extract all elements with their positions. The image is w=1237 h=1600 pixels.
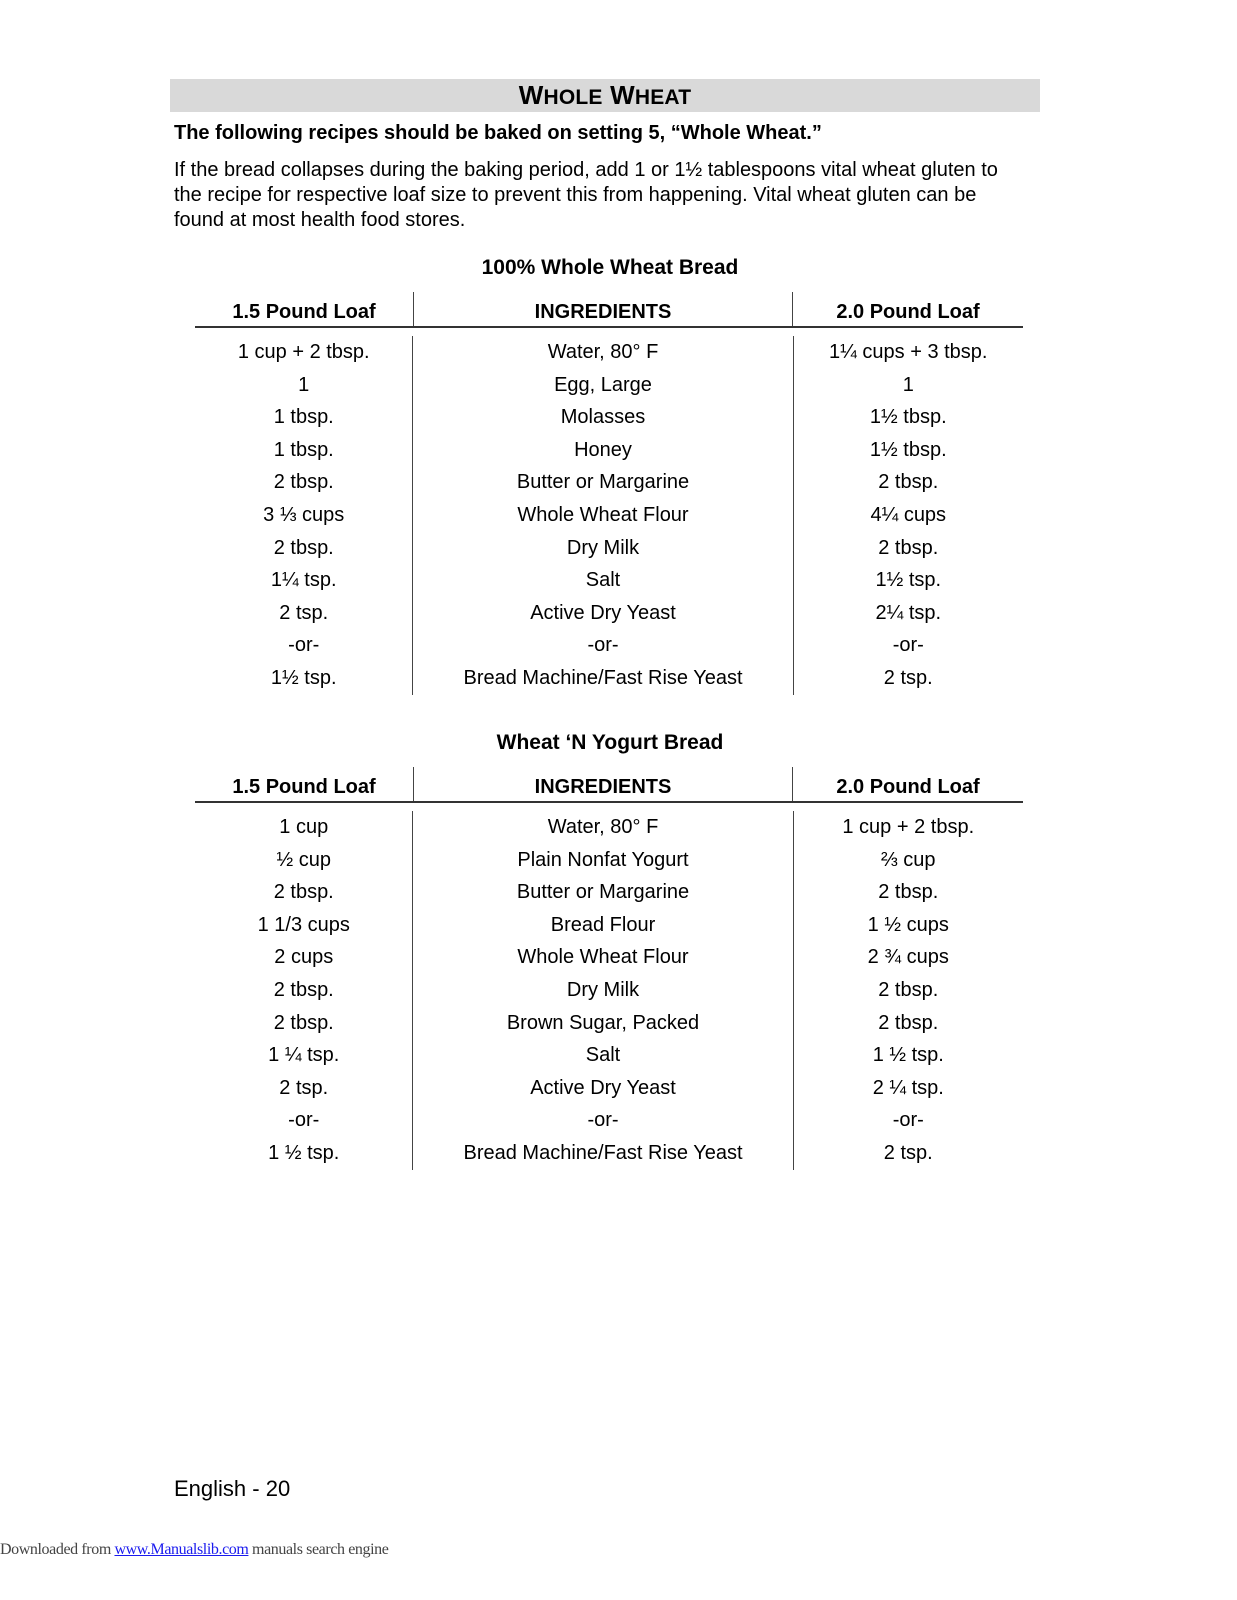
ingredient-name: Bread Machine/Fast Rise Yeast	[463, 1141, 743, 1164]
download-footer	[0, 1541, 388, 1559]
large-loaf-amount: -or-	[892, 1109, 924, 1132]
ingredient-name: Brown Sugar, Packed	[506, 1011, 700, 1034]
small-loaf-amount: 1 1/3 cups	[257, 913, 350, 936]
large-loaf-amount: 2 tbsp.	[878, 536, 939, 559]
ingredient-name: Honey	[574, 438, 632, 461]
small-loaf-amount: 1	[298, 373, 310, 396]
column-ingredients	[412, 336, 793, 695]
ingredient-name: Water, 80° F	[547, 816, 659, 838]
ingredient-name: -or-	[587, 1109, 619, 1132]
small-loaf-amount: -or-	[288, 634, 320, 657]
header-ingredients: INGREDIENTS	[413, 292, 793, 326]
small-loaf-amount: 2 tbsp.	[273, 978, 334, 1001]
ingredient-name: Active Dry Yeast	[530, 1076, 676, 1099]
recipe-table-wheat-yogurt	[195, 767, 1023, 1170]
column-large-loaf	[794, 336, 1023, 695]
small-loaf-amount: 1 cup + 2 tbsp.	[237, 341, 370, 363]
title-first-rest: HOLE	[543, 86, 603, 109]
large-loaf-amount: 1½ tbsp.	[869, 438, 947, 461]
ingredient-name: Salt	[585, 1044, 621, 1067]
ingredient-name: Whole Wheat Flour	[517, 946, 689, 969]
large-loaf-amount: 2 tbsp.	[878, 881, 939, 904]
column-large-loaf	[794, 811, 1023, 1170]
small-loaf-amount: 1¼ tsp.	[270, 569, 337, 592]
ingredient-name: Dry Milk	[566, 536, 640, 559]
ingredient-name: Molasses	[560, 406, 646, 429]
title-second-rest: HEAT	[634, 86, 692, 109]
setting-instruction: The following recipes should be baked on setting 5, “Whole Wheat.”	[174, 122, 822, 144]
large-loaf-amount: 1	[902, 373, 914, 396]
recipe-title-whole-wheat: 100% Whole Wheat Bread	[481, 256, 739, 279]
ingredient-name: Whole Wheat Flour	[517, 503, 689, 526]
ingredient-name: Dry Milk	[566, 978, 640, 1001]
ingredient-name: Butter or Margarine	[516, 881, 690, 904]
ingredient-name: Water, 80° F	[547, 341, 659, 363]
small-loaf-amount: 1½ tsp.	[270, 666, 337, 689]
small-loaf-amount: -or-	[288, 1109, 320, 1132]
small-loaf-amount: 1 tbsp.	[273, 406, 334, 429]
large-loaf-amount: 2 ¾ cups	[867, 946, 949, 969]
ingredient-name: Plain Nonfat Yogurt	[517, 848, 689, 871]
header-large-loaf: 2.0 Pound Loaf	[836, 301, 980, 323]
large-loaf-amount: 2 tbsp.	[878, 1011, 939, 1034]
ingredient-name: Butter or Margarine	[516, 471, 690, 494]
ingredient-name: -or-	[587, 634, 619, 657]
small-loaf-amount: 3 ⅓ cups	[263, 503, 345, 526]
ingredient-name: Active Dry Yeast	[530, 601, 676, 624]
small-loaf-amount: 1 ½ tsp.	[268, 1141, 340, 1164]
small-loaf-amount: 2 tbsp.	[273, 536, 334, 559]
table-header-row	[195, 767, 1023, 803]
large-loaf-amount: 2 tbsp.	[878, 471, 939, 494]
manualslib-link[interactable]: www.Manualslib.com	[114, 1541, 249, 1558]
ingredient-name: Bread Machine/Fast Rise Yeast	[463, 666, 743, 689]
large-loaf-amount: 1½ tbsp.	[869, 406, 947, 429]
small-loaf-amount: 1 tbsp.	[273, 438, 334, 461]
header-ingredients: INGREDIENTS	[413, 767, 793, 801]
large-loaf-amount: 1½ tsp.	[875, 569, 942, 592]
large-loaf-amount: 1¼ cups + 3 tbsp.	[829, 341, 988, 363]
large-loaf-amount: 2 tsp.	[883, 666, 933, 689]
column-small-loaf	[195, 811, 412, 1170]
large-loaf-amount: 1 ½ cups	[867, 913, 949, 936]
large-loaf-amount: 1 ½ tsp.	[872, 1044, 944, 1067]
header-large-loaf: 2.0 Pound Loaf	[836, 776, 980, 798]
small-loaf-amount: 2 cups	[274, 946, 334, 969]
title-second-initial: W	[610, 80, 635, 110]
ingredient-name: Egg, Large	[554, 373, 652, 396]
small-loaf-amount: 2 tbsp.	[273, 471, 334, 494]
large-loaf-amount: -or-	[892, 634, 924, 657]
large-loaf-amount: 1 cup + 2 tbsp.	[842, 816, 975, 838]
small-loaf-amount: 1 ¼ tsp.	[268, 1044, 340, 1067]
small-loaf-amount: ½ cup	[276, 848, 331, 871]
large-loaf-amount: 2 tbsp.	[878, 978, 939, 1001]
large-loaf-amount: ⅔ cup	[881, 848, 936, 871]
section-header-bar	[170, 79, 1040, 112]
column-ingredients	[412, 811, 793, 1170]
large-loaf-amount: 4¼ cups	[870, 503, 947, 526]
large-loaf-amount: 2 ¼ tsp.	[872, 1076, 944, 1099]
small-loaf-amount: 2 tsp.	[279, 601, 329, 624]
table-header-row	[195, 292, 1023, 328]
large-loaf-amount: 2 tsp.	[883, 1141, 933, 1164]
small-loaf-amount: 1 cup	[279, 816, 329, 838]
download-prefix: Downloaded from	[0, 1541, 115, 1558]
recipe-table-whole-wheat	[195, 292, 1023, 695]
ingredient-name: Bread Flour	[550, 913, 656, 936]
recipe-title-wheat-yogurt: Wheat ‘N Yogurt Bread	[496, 731, 724, 754]
header-small-loaf: 1.5 Pound Loaf	[232, 776, 376, 798]
header-small-loaf: 1.5 Pound Loaf	[232, 301, 376, 323]
gluten-note: If the bread collapses during the baking period, add 1 or 1½ tablespoons vital wheat gluten to the recipe for respective loaf size to prevent this from happening. Vital wheat gluten can be found at most health food stores.	[174, 159, 998, 231]
page-number: English - 20	[174, 1476, 291, 1501]
large-loaf-amount: 2¼ tsp.	[875, 601, 942, 624]
column-small-loaf	[195, 336, 412, 695]
title-first-initial: W	[518, 80, 544, 110]
section-title	[519, 80, 692, 111]
ingredient-name: Salt	[585, 569, 621, 592]
download-suffix: manuals search engine	[248, 1541, 389, 1558]
small-loaf-amount: 2 tbsp.	[273, 881, 334, 904]
small-loaf-amount: 2 tbsp.	[273, 1011, 334, 1034]
small-loaf-amount: 2 tsp.	[279, 1076, 329, 1099]
